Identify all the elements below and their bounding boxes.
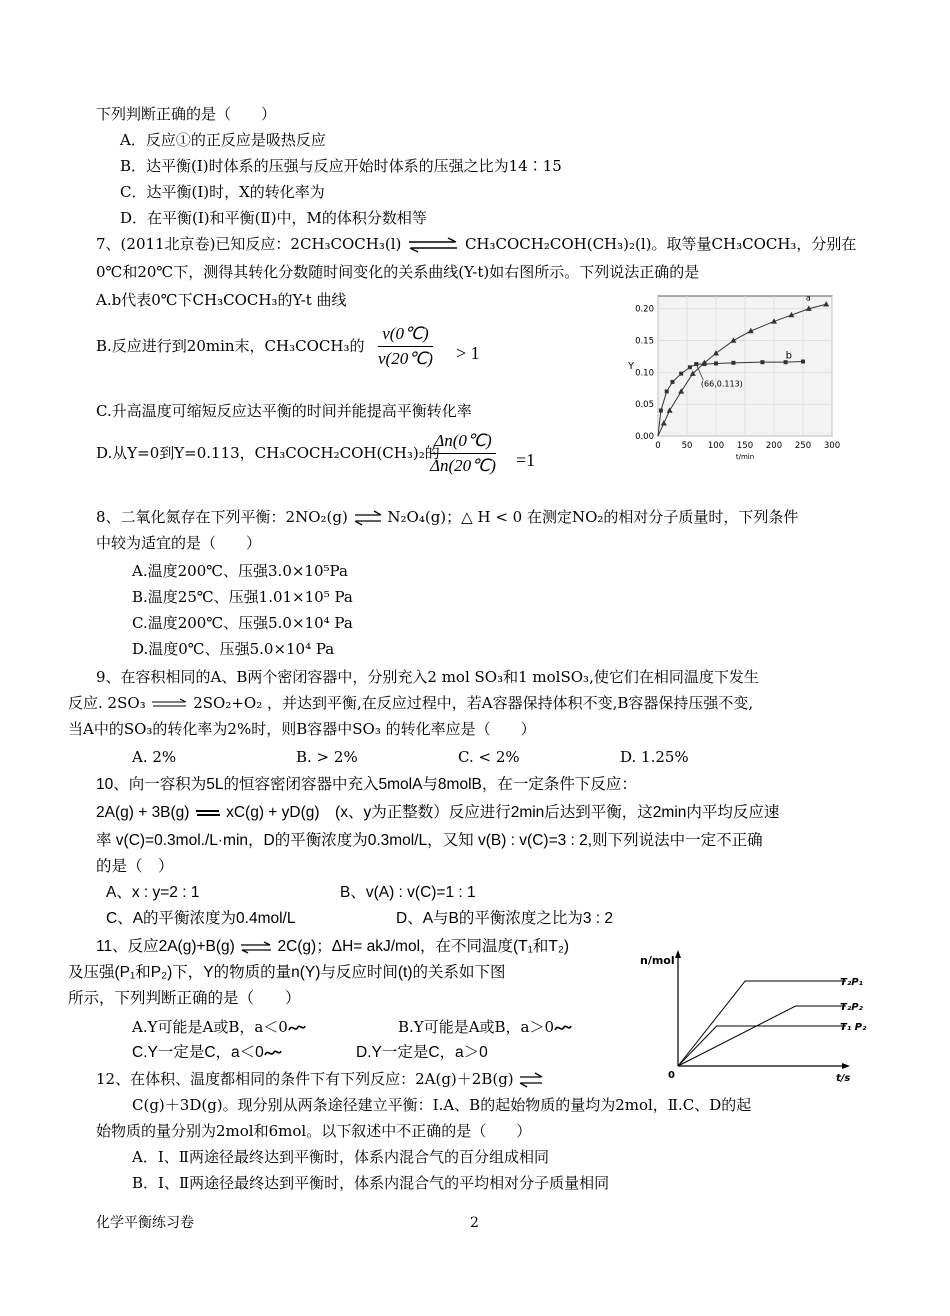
y-tick-label: 0.05 <box>635 400 654 411</box>
q9-option-a: A. 2% <box>132 748 177 766</box>
q11-option-a-text: A.Y可能是A或B，a＜0 <box>132 1018 288 1036</box>
q10-option-b: B、v(A) : v(C)=1 : 1 <box>340 884 476 901</box>
q11-line3: 所示，下列判断正确的是（ ） <box>68 990 301 1007</box>
series-label-1: T₂P₂ <box>840 1002 863 1013</box>
q6-option-c: C．达平衡(Ⅰ)时，X的转化率为 <box>120 183 325 201</box>
q10-line2 <box>96 804 779 822</box>
q10-line3: 率 v(C)=0.3mol./L·min，D的平衡浓度为0.3mol/L，又知 v(B) : v(C)=3 : 2,则下列说法中一定不正确 <box>96 832 763 849</box>
q8-line1a: 8、二氧化氮存在下列平衡：2NO₂(g) <box>96 508 348 526</box>
x-axis-label: t/s <box>836 1073 851 1084</box>
q9-line2b: 2SO₂+O₂ ，并达到平衡,在反应过程中，若A容器保持体积不变,B容器保持压强不变, <box>193 694 754 712</box>
q11-option-a <box>132 1018 306 1036</box>
x-axis-arrow-icon <box>842 1063 850 1069</box>
q6-option-a: A．反应①的正反应是吸热反应 <box>120 131 326 149</box>
q8-option-a: A.温度200℃、压强3.0×10⁵Pa <box>132 562 348 580</box>
q7-line1b: CH₃COCH₂COH(CH₃)₂(l)。取等量CH₃COCH₃，分别在 <box>464 235 857 253</box>
origin-label: 0 <box>668 1070 675 1081</box>
q7-option-c: C.升高温度可缩短反应达平衡的时间并能提高平衡转化率 <box>96 402 472 420</box>
chart1-grid <box>658 296 832 436</box>
q11-line1b: 2C(g)；ΔH= akJ/mol，在不同温度(T₁和T₂) <box>277 938 570 955</box>
q7-d-fraction <box>430 431 496 476</box>
q7-d-numerator: Δn(0℃) <box>430 431 496 454</box>
q10-line2b: xC(g) + yD(g) (x、y为正整数）反应进行2min后达到平衡，这2min内平均反应速 <box>226 804 780 821</box>
series-b-point <box>801 360 805 364</box>
equilibrium-arrow-icon <box>239 941 273 953</box>
series-b-point <box>760 360 764 364</box>
x-tick-label: 200 <box>765 441 783 451</box>
series-label-0: T₂P₁ <box>840 977 863 988</box>
q10-line2a: 2A(g) + 3B(g) <box>96 804 190 821</box>
q8-option-d: D.温度0℃、压强5.0×10⁴ Pa <box>132 640 335 658</box>
chart2-series <box>678 981 846 1066</box>
y-axis-label: n/mol <box>640 954 675 967</box>
series-line-2 <box>678 1026 846 1066</box>
q7-option-b: B.反应进行到20min末，CH₃COCH₃的 <box>96 337 365 355</box>
series-line-1 <box>678 1006 846 1066</box>
series-label-2: T₁ P₂ <box>840 1022 867 1033</box>
y-tick-label: 0.00 <box>635 432 654 442</box>
q7-d-denominator: Δn(20℃) <box>430 456 496 475</box>
q7-b-fraction <box>378 324 433 369</box>
series-b-point <box>679 372 683 376</box>
q7-b-denominator: v(20℃) <box>378 349 433 368</box>
page-number: 2 <box>470 1215 479 1231</box>
equilibrium-arrow-icon <box>518 1073 544 1087</box>
equilibrium-arrow-icon <box>194 807 222 819</box>
x-tick-label: 300 <box>823 441 841 451</box>
series-a-label: a <box>805 293 811 303</box>
series-b-point <box>702 362 706 366</box>
series-b-point <box>671 380 675 384</box>
equilibrium-arrow-icon <box>406 238 460 252</box>
n-t-chart <box>640 946 867 1086</box>
q6-option-d: D．在平衡(Ⅰ)和平衡(Ⅱ)中，M的体积分数相等 <box>120 209 427 227</box>
q12-line1a: 12、在体积、温度都相同的条件下有下列反应：2A(g)＋2B(g) <box>96 1070 514 1088</box>
q10-option-a: A、x : y=2 : 1 <box>106 884 200 901</box>
series-b-point <box>731 361 735 365</box>
series-b-point <box>665 389 669 393</box>
series-b-point <box>688 365 692 369</box>
q9-line3: 当A中的SO₃的转化率为2%时，则B容器中SO₃ 的转化率应是（ ） <box>68 720 536 738</box>
q9-option-c: C. < 2% <box>458 748 520 766</box>
x-tick-label: 150 <box>736 441 754 451</box>
q6-stem: 下列判断正确的是（ ） <box>96 105 277 123</box>
annotation-label: (66,0.113) <box>700 379 743 389</box>
q11-line1a: 11、反应2A(g)+B(g) <box>96 938 235 955</box>
q12-option-b: B．Ⅰ、Ⅱ两途径最终达到平衡时，体系内混合气的平均相对分子质量相同 <box>132 1174 610 1192</box>
q9-line2a: 反应. 2SO₃ <box>68 694 146 712</box>
q10-option-c: C、A的平衡浓度为0.4mol/L <box>106 910 296 927</box>
q9-line1: 9、在容积相同的A、B两个密闭容器中，分别充入2 mol SO₃和1 molSO₃,使它们在相同温度下发生 <box>96 668 759 686</box>
q9-option-b: B. > 2% <box>296 748 358 766</box>
q7-option-a: A.b代表0℃下CH₃COCH₃的Y-t 曲线 <box>96 291 347 309</box>
q8-option-c: C.温度200℃、压强5.0×10⁴ Pa <box>132 614 353 632</box>
x-tick-label: 100 <box>707 441 725 451</box>
scribble-icon <box>288 1022 306 1034</box>
q12-line1 <box>96 1070 544 1088</box>
series-b-label: b <box>785 350 792 362</box>
chart2-axes <box>640 950 850 1084</box>
q11-option-d: D.Y一定是C，a＞0 <box>356 1044 488 1061</box>
series-b-point <box>659 409 663 413</box>
y-tick-label: 0.10 <box>635 368 654 379</box>
q11-line1 <box>96 938 569 956</box>
q11-option-b <box>398 1018 572 1036</box>
footer-title: 化学平衡练习卷 <box>96 1215 194 1231</box>
q6-option-b: B．达平衡(Ⅰ)时体系的压强与反应开始时体系的压强之比为14∶15 <box>120 157 562 175</box>
q11-line2: 及压强(P₁和P₂)下，Y的物质的量n(Y)与反应时间(t)的关系如下图 <box>68 964 506 981</box>
scribble-icon <box>264 1047 282 1059</box>
q8-option-b: B.温度25℃、压强1.01×10⁵ Pa <box>132 588 353 606</box>
x-tick-label: 50 <box>681 441 693 451</box>
q7-line2: 0℃和20℃下，测得其转化分数随时间变化的关系曲线(Y-t)如右图所示。下列说法正确的是 <box>96 263 700 281</box>
q10-option-d: D、A与B的平衡浓度之比为3 : 2 <box>396 910 614 927</box>
q8-line1b: N₂O₄(g)；△ H < 0 在测定NO₂的相对分子质量时，下列条件 <box>387 508 799 526</box>
equilibrium-arrow-icon <box>150 699 188 709</box>
q8-line2: 中较为适宜的是（ ） <box>96 534 262 552</box>
y-axis-label: Y <box>628 361 635 372</box>
x-tick-label: 0 <box>655 441 661 451</box>
q9-option-d: D. 1.25% <box>620 748 689 766</box>
y-axis-arrow-icon <box>675 950 681 958</box>
q7-b-rhs: > 1 <box>456 343 480 363</box>
series-b-point <box>714 361 718 365</box>
y-tick-label: 0.20 <box>635 304 654 315</box>
q8-line1 <box>96 508 798 526</box>
y-tick-label: 0.15 <box>635 336 654 347</box>
q11-option-b-text: B.Y可能是A或B，a＞0 <box>398 1018 555 1036</box>
q7-line1 <box>96 235 856 253</box>
q7-option-d: D.从Y=0到Y=0.113，CH₃COCH₂COH(CH₃)₂的 <box>96 444 440 462</box>
q11-option-c-text: C.Y一定是C，a＜0 <box>132 1044 264 1061</box>
q12-line2: C(g)＋3D(g)。现分别从两条途径建立平衡：Ⅰ.A、B的起始物质的量均为2mol，Ⅱ.C、D的起 <box>132 1096 752 1114</box>
chart2-labels <box>840 977 867 1033</box>
q9-line2 <box>68 694 753 712</box>
x-axis-label: t/min <box>735 453 755 461</box>
q12-option-a: A．Ⅰ、Ⅱ两途径最终达到平衡时，体系内混合气的百分组成相同 <box>132 1148 549 1166</box>
q10-line1: 10、向一容积为5L的恒容密闭容器中充入5molA与8molB，在一定条件下反应： <box>96 776 637 793</box>
equilibrium-arrow-icon <box>353 511 383 525</box>
scribble-icon <box>554 1022 572 1034</box>
q7-b-numerator: v(0℃) <box>378 324 433 347</box>
yt-conversion-chart <box>616 288 848 468</box>
q11-option-c <box>132 1044 282 1062</box>
q7-d-rhs: =1 <box>516 450 536 470</box>
q12-line3: 始物质的量分别为2mol和6mol。以下叙述中不正确的是（ ） <box>96 1122 532 1140</box>
q10-line4: 的是（ ） <box>96 858 174 875</box>
q7-line1a: 7、(2011北京卷)已知反应：2CH₃COCH₃(l) <box>96 235 402 253</box>
x-tick-label: 250 <box>794 441 812 451</box>
